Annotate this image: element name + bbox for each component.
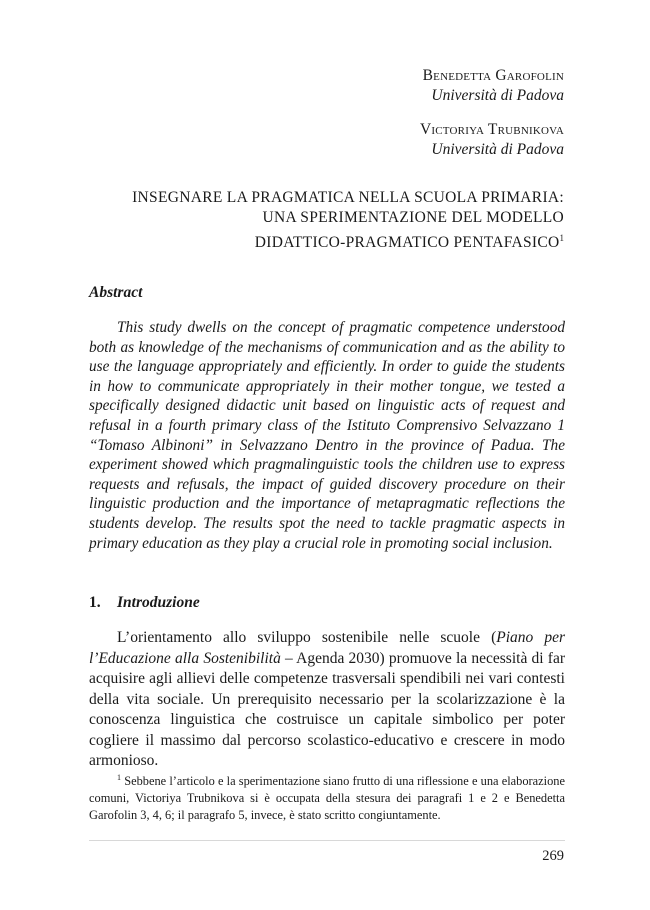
abstract-heading: Abstract bbox=[89, 284, 143, 301]
footnote bbox=[89, 769, 565, 825]
title-line: INSEGNARE LA PRAGMATICA NELLA SCUOLA PRIMARIA: bbox=[132, 189, 564, 206]
section-title: Introduzione bbox=[117, 594, 200, 611]
section-heading bbox=[89, 594, 200, 612]
footnote-marker[interactable]: 1 bbox=[559, 233, 564, 243]
title-line: UNA SPERIMENTAZIONE DEL MODELLO bbox=[262, 209, 564, 226]
page-number: 269 bbox=[542, 848, 564, 864]
section-number: 1. bbox=[89, 594, 101, 611]
footer-divider bbox=[89, 840, 565, 841]
body-text-italic: Piano per l’Educazione alla Sostenibilità bbox=[89, 629, 565, 667]
author-list bbox=[420, 66, 564, 160]
body-text-segment: – Agenda 2030) promuove la necessità di far acquisire agli allievi delle competenze trasversali spendibili nei vari contesti della vita sociale. Un prerequisito necessario per la scolarizzazione è la conoscenza linguistica che costruisce un capitale simbolico per poter cogliere il massimo dal percorso scolastico-educativo e crescere in modo armonioso. bbox=[89, 649, 566, 769]
author-affiliation: Università di Padova bbox=[431, 87, 564, 104]
abstract-text: This study dwells on the concept of pragmatic competence understood both as knowledge of the mechanisms of communication and as the ability to use the language appropriately and efficiently. In order to guide the students in how to communicate appropriately in their mother tongue, we tested a specifically designed didactic unit based on linguistic acts of request and refusal in a fourth primary class of the Istituto Comprensivo Selvazzano 1 “Tomaso Albinoni” in Selvazzano Dentro in the province of Padua. The experiment showed which pragmalinguistic tools the children use to express requests and refusals, the impact of guided discovery procedure on their linguistic production and the importance of metapragmatic reflections the students develop. The results spot the need to tackle pragmatic aspects in primary education as they play a crucial role in promoting social inclusion. bbox=[89, 319, 565, 552]
article-title bbox=[84, 188, 564, 253]
title-line-text: DIDATTICO-PRAGMATICO PENTAFASICO bbox=[254, 234, 560, 251]
author-entry bbox=[420, 66, 564, 106]
body-paragraph bbox=[89, 628, 565, 772]
author-name: Benedetta Garofolin bbox=[422, 67, 564, 84]
footnote-text: Sebbene l’articolo e la sperimentazione siano frutto di una riflessione e una elaborazione comuni, Victoriya Trubnikova si è occupata della stesura dei paragrafi 1 e 2 e Benedetta Garofolin 3, 4, 6; il paragrafo 5, invece, è stato scritto congiuntamente. bbox=[89, 774, 565, 823]
footnote-number: 1 bbox=[117, 773, 121, 782]
body-text-segment: L’orientamento allo sviluppo sostenibile nelle scuole ( bbox=[117, 629, 497, 646]
author-affiliation: Università di Padova bbox=[431, 141, 564, 158]
author-entry bbox=[420, 120, 564, 160]
title-line bbox=[84, 228, 564, 253]
author-name: Victoriya Trubnikova bbox=[420, 121, 564, 138]
